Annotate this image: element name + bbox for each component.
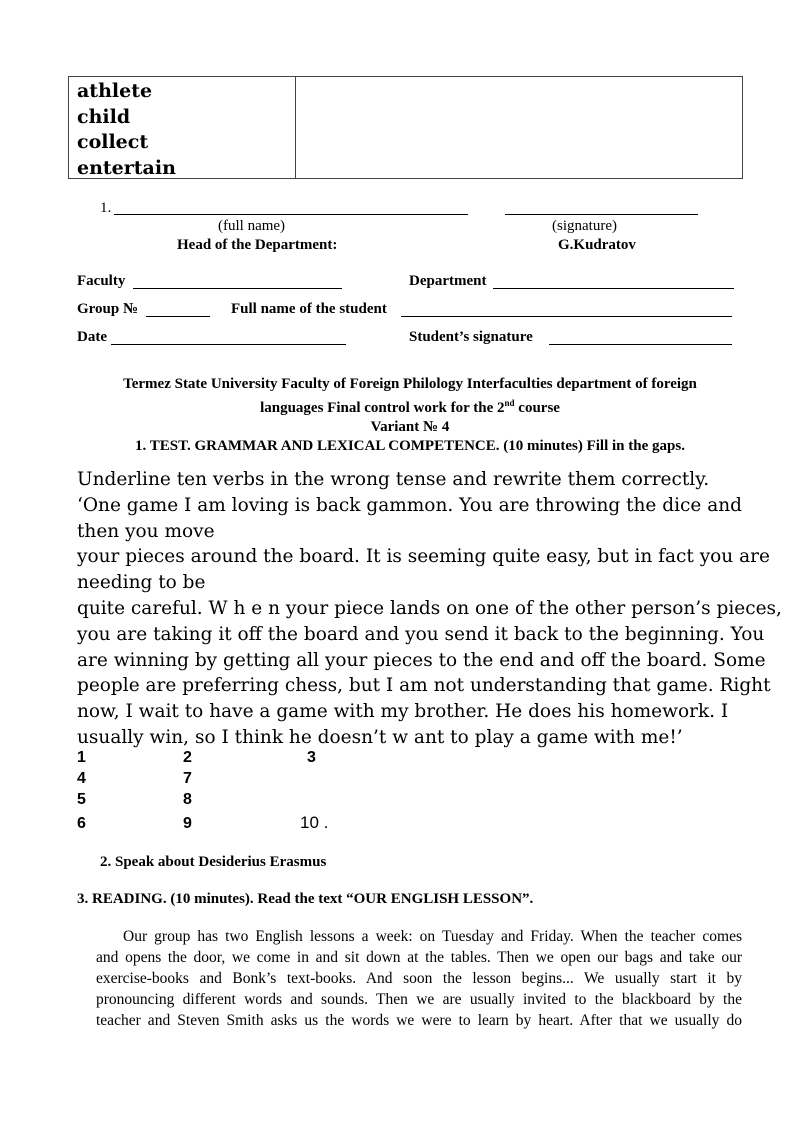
group-label: Group № (77, 301, 139, 317)
full-name-label: Full name of the student (231, 301, 387, 317)
answer-number-2: 2 (183, 749, 192, 766)
word-list (77, 79, 176, 181)
student-name-field[interactable] (401, 316, 732, 317)
answer-number-4: 4 (77, 770, 86, 787)
reading-line: pronouncing different words and sounds. Then we are usually invited to the blackboard by the (96, 991, 742, 1008)
answer-number-7: 7 (183, 770, 192, 787)
head-name: G.Kudratov (558, 237, 636, 253)
answer-number-6: 6 (77, 815, 86, 832)
word-item: collect (77, 131, 149, 153)
group-field[interactable] (146, 316, 210, 317)
reading-line: Our group has two English lessons a week: on Tuesday and Friday. When the teacher comes (123, 928, 742, 945)
header-superscript: nd (504, 398, 515, 408)
word-table (68, 76, 743, 179)
student-signature-label: Student’s signature (409, 329, 533, 345)
faculty-label: Faculty (77, 273, 126, 289)
text-line: people are preferring chess, but I am not understanding that game. Right (77, 675, 771, 697)
reading-line: and opens the door, we come in and sit down at the tables. Then we open our bags and take our (96, 949, 742, 966)
head-label: Head of the Department: (177, 237, 338, 253)
faculty-field[interactable] (133, 288, 342, 289)
text-line: ‘One game I am loving is back gammon. You are throwing the dice and (77, 494, 742, 516)
text-line: you are taking it off the board and you send it back to the beginning. You (77, 623, 765, 645)
exam-header (60, 375, 760, 456)
header-line-1: Termez State University Faculty of Foreign Philology Interfaculties department of foreign (123, 376, 697, 392)
task1-title: 1. TEST. GRAMMAR AND LEXICAL COMPETENCE. (10 minutes) Fill in the gaps. (135, 438, 685, 454)
text-line: Underline ten verbs in the wrong tense and rewrite them correctly. (77, 469, 710, 490)
answer-number-10: 10 . (300, 813, 329, 832)
full-name-line (114, 214, 468, 215)
reading-line: exercise-books and Bonk’s text-books. And soon the lesson begins... We usually start it by (96, 970, 742, 987)
text-line: then you move (77, 520, 215, 542)
answer-number-8: 8 (183, 791, 192, 808)
answer-number-3: 3 (307, 749, 316, 766)
text-line: needing to be (77, 572, 206, 594)
date-field[interactable] (111, 344, 346, 345)
answer-number-1: 1 (77, 749, 86, 766)
reading-text (96, 926, 742, 1031)
task2-text: Speak about Desiderius Erasmus (115, 854, 327, 870)
line-number: 1. (100, 200, 112, 216)
text-line: your pieces around the board. It is seeming quite easy, but in fact you are (77, 546, 770, 568)
text-line: quite careful. W h e n your piece lands on one of the other person’s pieces, (77, 597, 782, 619)
department-field[interactable] (493, 288, 734, 289)
header-line-2 (60, 394, 760, 418)
word-item: athlete (77, 80, 153, 102)
task2-number: 2. (100, 854, 112, 870)
table-divider (295, 77, 296, 178)
date-label: Date (77, 329, 107, 345)
answer-number-9: 9 (183, 815, 192, 832)
text-line: now, I wait to have a game with my brother. He does his homework. I (77, 701, 729, 723)
student-signature-field[interactable] (549, 344, 732, 345)
task3-title: 3. READING. (10 minutes). Read the text “OUR ENGLISH LESSON”. (77, 891, 534, 907)
signature-line (505, 214, 698, 215)
answer-number-5: 5 (77, 791, 86, 808)
task1-text (77, 467, 782, 751)
variant-label: Variant № 4 (370, 419, 450, 435)
signature-caption: (signature) (552, 218, 617, 234)
department-label: Department (409, 273, 487, 289)
text-line: usually win, so I think he doesn’t w ant to play a game with me!’ (77, 726, 683, 748)
word-item: child (77, 105, 131, 128)
header-line-2-text: languages Final control work for the 2 (260, 400, 505, 416)
text-line: are winning by getting all your pieces to the end and off the board. Some (77, 649, 766, 671)
word-item: entertain (77, 156, 176, 179)
reading-line: teacher and Steven Smith asks us the words we were to learn by heart. After that we usually do (96, 1012, 742, 1029)
header-line-2-tail: course (514, 400, 560, 416)
full-name-caption: (full name) (218, 218, 286, 234)
